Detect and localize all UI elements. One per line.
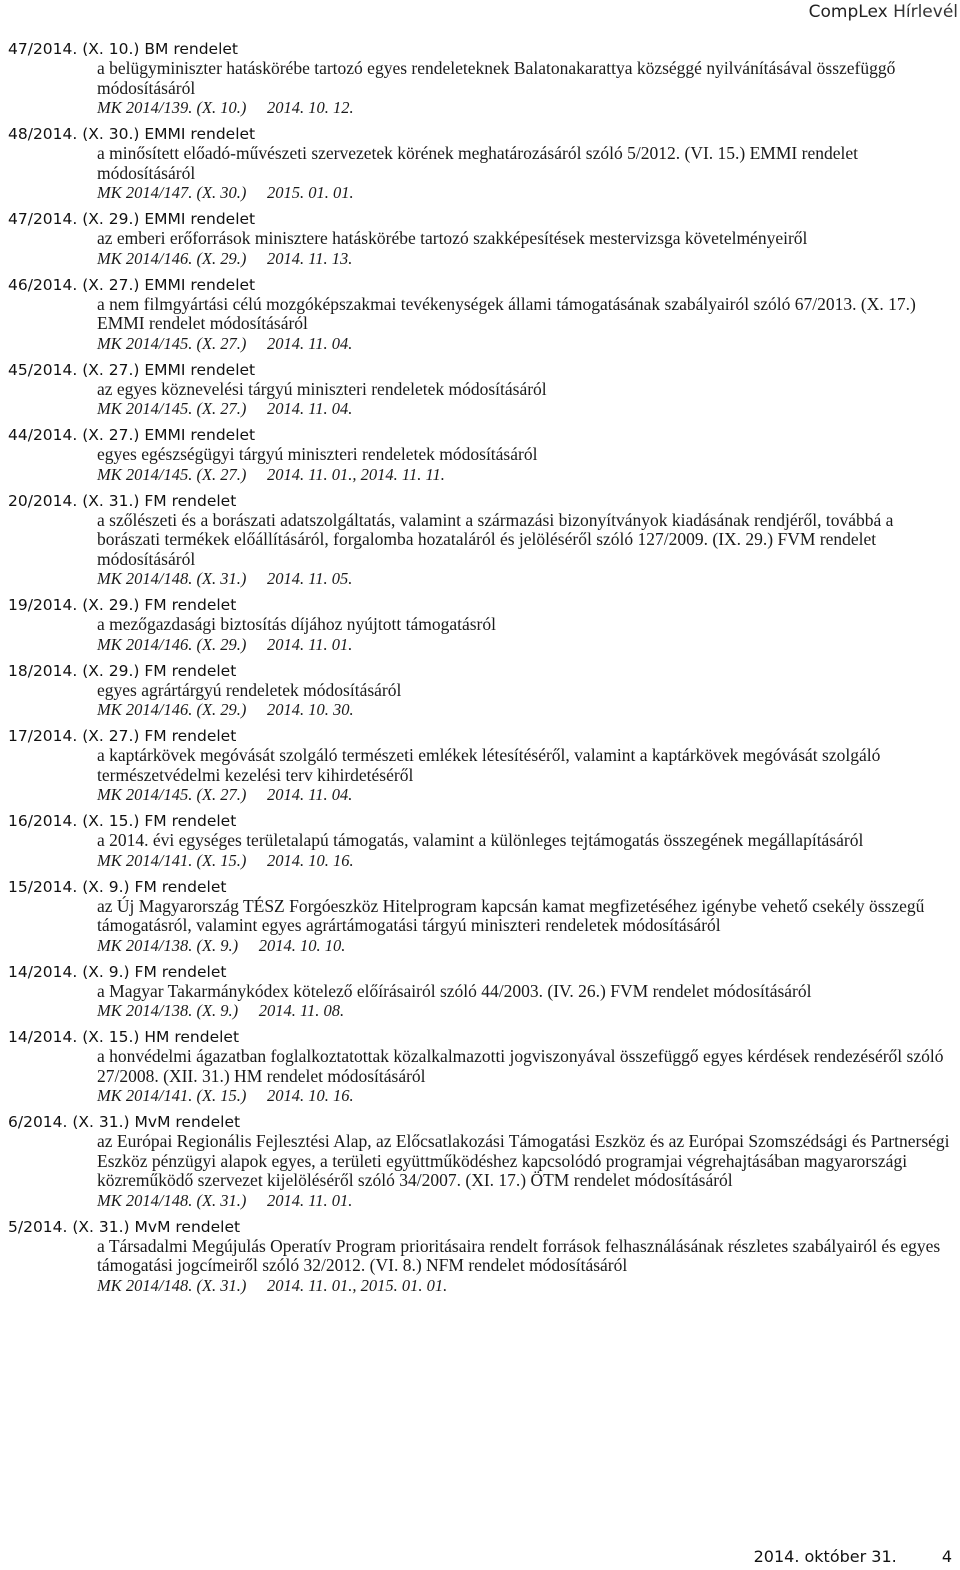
regulation-entry [8, 878, 953, 955]
regulation-entry [8, 40, 953, 117]
regulation-reference: MK 2014/146. (X. 29.) 2014. 11. 13. [97, 248, 353, 268]
regulation-title: 14/2014. (X. 9.) FM rendelet [8, 962, 227, 981]
regulation-title: 15/2014. (X. 9.) FM rendelet [8, 877, 227, 896]
regulation-description: a szőlészeti és a borászati adatszolgáltatás, valamint a származási bizonyítványok kiadásának rendjéről, továbbá a borászati termékek előállításáról, forgalomba hozataláról és jelöléséről szóló 127/2009. (IX. 29.) FVM rendelet módosításáról [97, 509, 894, 569]
regulation-entry [8, 276, 953, 353]
regulation-entry [8, 662, 953, 720]
regulation-reference: MK 2014/141. (X. 15.) 2014. 10. 16. [97, 850, 354, 870]
regulation-description: az Európai Regionális Fejlesztési Alap, az Előcsatlakozási Támogatási Eszköz és az Európai Szomszédsági és Partnerségi Eszköz pénzügyi alapok egyes, a területi együttműködéshez kapcsolódó programjai végrehajtásában magyarországi közreműködő szervezet kijelöléséről szóló 34/2007. (XI. 17.) ÖTM rendelet módosításáról [97, 1131, 950, 1190]
brand-name: CompLex [808, 2, 888, 22]
regulation-reference: MK 2014/138. (X. 9.) 2014. 11. 08. [97, 1001, 345, 1020]
regulation-description: a belügyminiszter hatáskörébe tartozó egyes rendeleteknek Balatonakarattya községgé nyilvánításával összefüggő módosításáról [97, 58, 896, 98]
regulation-reference: MK 2014/148. (X. 31.) 2014. 11. 05. [97, 569, 353, 588]
regulation-description: a mezőgazdasági biztosítás díjához nyújtott támogatásról [97, 614, 496, 634]
regulation-description: az Új Magyarország TÉSZ Forgóeszköz Hitelprogram kapcsán kamat megfizetéséhez igénybe vehető csekély összegű támogatásról, valamint egyes agrártámogatási tárgyú miniszteri rendeletek módosításáról [97, 895, 925, 935]
regulation-entry [8, 1113, 953, 1210]
regulation-title: 19/2014. (X. 29.) FM rendelet [8, 596, 237, 614]
regulation-reference: MK 2014/145. (X. 27.) 2014. 11. 01., 2014. 11. 11. [97, 464, 445, 484]
regulation-entry [8, 812, 953, 870]
regulation-title: 6/2014. (X. 31.) MvM rendelet [8, 1113, 241, 1131]
regulation-entry [8, 963, 953, 1021]
regulation-reference: MK 2014/141. (X. 15.) 2014. 10. 16. [97, 1086, 354, 1105]
regulation-title: 46/2014. (X. 27.) EMMI rendelet [8, 275, 256, 294]
brand-header [809, 2, 958, 22]
regulation-title: 16/2014. (X. 15.) FM rendelet [8, 812, 237, 830]
regulation-description: a 2014. évi egységes területalapú támogatás, valamint a különleges tejtámogatás összegének megállapításáról [97, 830, 864, 850]
regulation-reference: MK 2014/146. (X. 29.) 2014. 10. 30. [97, 700, 354, 719]
regulation-entry [8, 125, 953, 202]
regulation-description: az egyes köznevelési tárgyú miniszteri rendeletek módosításáról [97, 378, 547, 399]
page-footer [754, 1547, 952, 1566]
regulation-reference: MK 2014/147. (X. 30.) 2015. 01. 01. [97, 183, 354, 202]
regulation-title: 44/2014. (X. 27.) EMMI rendelet [8, 426, 256, 444]
regulation-reference: MK 2014/138. (X. 9.) 2014. 10. 10. [97, 935, 346, 955]
regulation-entry [8, 727, 953, 804]
regulation-title: 47/2014. (X. 10.) BM rendelet [8, 40, 239, 58]
regulation-entry [8, 1218, 953, 1295]
regulation-description: a Magyar Takarmánykódex kötelező előírásairól szóló 44/2003. (IV. 26.) FVM rendelet módosításáról [97, 980, 812, 1001]
regulation-title: 5/2014. (X. 31.) MvM rendelet [8, 1217, 241, 1236]
regulation-title: 17/2014. (X. 27.) FM rendelet [8, 727, 237, 745]
regulation-reference: MK 2014/148. (X. 31.) 2014. 11. 01., 2015. 01. 01. [97, 1275, 448, 1295]
regulation-entry [8, 492, 953, 589]
regulation-description: a kaptárkövek megóvását szolgáló természeti emlékek létesítéséről, valamint a kaptárkövek megóvását szolgáló természetvédelmi kezelési terv kihirdetéséről [97, 745, 881, 785]
regulation-description: a nem filmgyártási célú mozgóképszakmai tevékenységek állami támogatásának szabályairól szóló 67/2013. (X. 17.) EMMI rendelet módosításáról [97, 293, 916, 333]
regulation-description: egyes egészségügyi tárgyú miniszteri rendeletek módosításáról [97, 444, 538, 464]
regulation-reference: MK 2014/145. (X. 27.) 2014. 11. 04. [97, 333, 353, 353]
regulation-list [8, 40, 953, 1303]
regulation-title: 20/2014. (X. 31.) FM rendelet [8, 491, 237, 510]
regulation-entry [8, 361, 953, 419]
page-number: 4 [941, 1547, 952, 1566]
brand-suffix: Hírlevél [893, 2, 958, 22]
regulation-reference: MK 2014/146. (X. 29.) 2014. 11. 01. [97, 634, 353, 654]
footer-date: 2014. október 31. [753, 1547, 897, 1566]
regulation-description: a honvédelmi ágazatban foglalkoztatottak közalkalmazotti jogviszonyával összefüggő egyes kérdések rendezéséről szóló 27/2008. (XII. 31.) HM rendelet módosításáról [97, 1046, 944, 1086]
regulation-reference: MK 2014/139. (X. 10.) 2014. 10. 12. [97, 98, 354, 117]
regulation-description: a Társadalmi Megújulás Operatív Program prioritásaira rendelt források felhasználásának részletes szabályairól és egyes támogatási jogcímeiről szóló 32/2012. (VI. 8.) NFM rendelet módosításáról [97, 1235, 941, 1275]
regulation-entry [8, 210, 953, 268]
regulation-description: az emberi erőforrások minisztere hatáskörébe tartozó szakképesítések mestervizsga követelményeiről [97, 228, 808, 248]
regulation-entry [8, 596, 953, 654]
regulation-title: 45/2014. (X. 27.) EMMI rendelet [8, 360, 256, 379]
regulation-title: 48/2014. (X. 30.) EMMI rendelet [8, 125, 256, 143]
regulation-entry [8, 1028, 953, 1105]
regulation-description: a minősített előadó-művészeti szervezetek körének meghatározásáról szóló 5/2012. (VI. 15.) EMMI rendelet módosításáról [97, 143, 858, 183]
regulation-reference: MK 2014/145. (X. 27.) 2014. 11. 04. [97, 785, 353, 804]
regulation-reference: MK 2014/145. (X. 27.) 2014. 11. 04. [97, 399, 353, 418]
regulation-description: egyes agrártárgyú rendeletek módosításáról [97, 679, 402, 700]
regulation-reference: MK 2014/148. (X. 31.) 2014. 11. 01. [97, 1190, 353, 1210]
regulation-entry [8, 426, 953, 484]
regulation-title: 18/2014. (X. 29.) FM rendelet [8, 661, 237, 680]
regulation-title: 47/2014. (X. 29.) EMMI rendelet [8, 210, 256, 228]
regulation-title: 14/2014. (X. 15.) HM rendelet [8, 1028, 240, 1046]
